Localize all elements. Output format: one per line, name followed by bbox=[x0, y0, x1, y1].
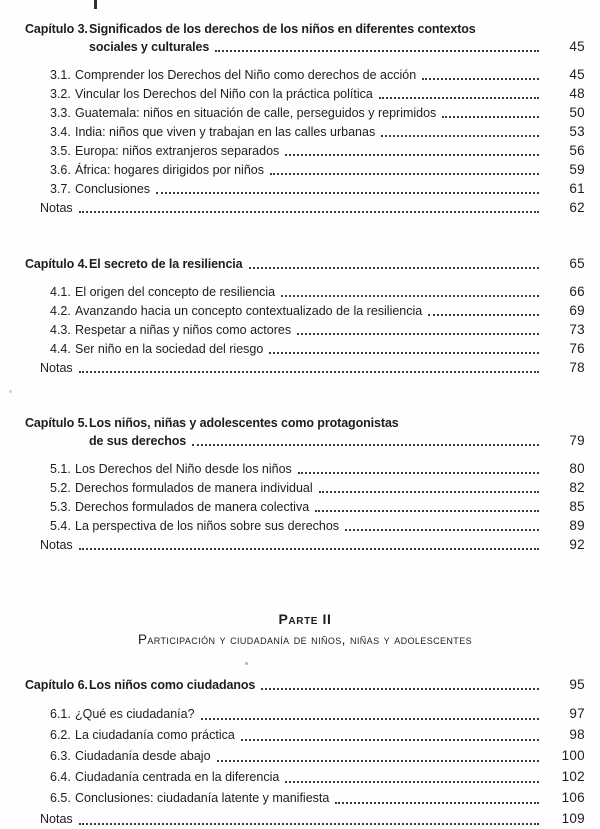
page-number: 65 bbox=[569, 256, 585, 271]
chapter-5-section bbox=[25, 415, 585, 554]
dot-leader bbox=[269, 352, 539, 354]
page-number: 66 bbox=[569, 284, 585, 299]
toc-entry bbox=[50, 725, 585, 745]
dot-leader bbox=[79, 371, 539, 373]
entry-number: 5.3. bbox=[50, 500, 71, 514]
page-number: 76 bbox=[569, 341, 585, 356]
dot-leader bbox=[79, 211, 539, 213]
dot-leader bbox=[215, 50, 539, 52]
entry-title: Ciudadanía centrada en la diferencia bbox=[75, 770, 280, 784]
dot-leader bbox=[79, 823, 539, 825]
toc-entry bbox=[50, 302, 585, 320]
dot-leader bbox=[381, 135, 539, 137]
page-number: 85 bbox=[569, 499, 585, 514]
entry-title: Ser niño en la sociedad del riesgo bbox=[75, 342, 264, 356]
toc-entry bbox=[50, 704, 585, 724]
dot-leader bbox=[422, 78, 539, 80]
entry-number: 3.6. bbox=[50, 163, 71, 177]
toc-entry bbox=[50, 123, 585, 141]
entry-title: Derechos formulados de manera colectiva bbox=[75, 500, 310, 514]
toc-entry-notes bbox=[40, 536, 585, 554]
chapter-title: Los niños como ciudadanos bbox=[89, 678, 256, 692]
page-number: 45 bbox=[569, 67, 585, 82]
chapter-3-heading-line-2 bbox=[25, 38, 585, 56]
page-number: 89 bbox=[569, 518, 585, 533]
toc-entry bbox=[50, 66, 585, 84]
page-number: 80 bbox=[569, 461, 585, 476]
toc-entry bbox=[50, 498, 585, 516]
page-number: 78 bbox=[569, 360, 585, 375]
toc-entry bbox=[50, 142, 585, 160]
entry-title: Conclusiones: ciudadanía latente y manifiesta bbox=[75, 791, 330, 805]
entry-number: 3.1. bbox=[50, 68, 71, 82]
chapter-title-continuation: de sus derechos bbox=[89, 434, 187, 448]
dot-leader bbox=[319, 491, 539, 493]
entry-number: 3.7. bbox=[50, 182, 71, 196]
chapter-title: Los niños, niñas y adolescentes como protagonistas bbox=[89, 416, 399, 430]
notes-label: Notas bbox=[40, 812, 73, 826]
page-number: 95 bbox=[569, 677, 585, 692]
page-number: 69 bbox=[569, 303, 585, 318]
entry-title: Conclusiones bbox=[75, 182, 151, 196]
entry-title: África: hogares dirigidos por niños bbox=[75, 163, 264, 177]
toc-entry bbox=[50, 321, 585, 339]
dot-leader bbox=[285, 781, 539, 783]
dot-leader bbox=[192, 444, 539, 446]
entry-number: 6.1. bbox=[50, 707, 71, 721]
page-number: 98 bbox=[569, 727, 585, 742]
dot-leader bbox=[270, 173, 539, 175]
entry-title: Vincular los Derechos del Niño con la práctica política bbox=[75, 87, 373, 101]
entry-number: 4.4. bbox=[50, 342, 71, 356]
toc-entry bbox=[50, 746, 585, 766]
page-number: 100 bbox=[561, 748, 585, 763]
part-title: Parte II bbox=[278, 611, 332, 627]
entry-number: 3.5. bbox=[50, 144, 71, 158]
chapter-3-entries bbox=[25, 66, 585, 217]
chapter-4-entries bbox=[25, 283, 585, 377]
toc-entry bbox=[50, 161, 585, 179]
toc-entry bbox=[50, 460, 585, 478]
entry-title: India: niños que viven y trabajan en las calles urbanas bbox=[75, 125, 376, 139]
dot-leader bbox=[217, 760, 539, 762]
chapter-6-entries bbox=[25, 704, 585, 829]
page-number: 50 bbox=[569, 105, 585, 120]
entry-number: 3.4. bbox=[50, 125, 71, 139]
page-number: 48 bbox=[569, 86, 585, 101]
toc-entry bbox=[50, 517, 585, 535]
scan-artifact bbox=[9, 390, 12, 393]
chapter-5-heading-line-2 bbox=[25, 432, 585, 450]
page-number: 56 bbox=[569, 143, 585, 158]
entry-number: 5.4. bbox=[50, 519, 71, 533]
chapter-6-section bbox=[25, 676, 585, 829]
entry-number: 6.3. bbox=[50, 749, 71, 763]
toc-entry bbox=[50, 180, 585, 198]
entry-title: Derechos formulados de manera individual bbox=[75, 481, 313, 495]
chapter-label: Capítulo 4. bbox=[25, 257, 88, 271]
dot-leader bbox=[201, 718, 539, 720]
entry-number: 4.1. bbox=[50, 285, 71, 299]
entry-number: 4.3. bbox=[50, 323, 71, 337]
toc-entry bbox=[50, 479, 585, 497]
page-number: 45 bbox=[569, 39, 585, 54]
chapter-label: Capítulo 3. bbox=[25, 22, 88, 36]
part-divider bbox=[25, 610, 585, 648]
entry-number: 5.2. bbox=[50, 481, 71, 495]
entry-number: 5.1. bbox=[50, 462, 71, 476]
dot-leader bbox=[442, 116, 539, 118]
notes-label: Notas bbox=[40, 361, 73, 375]
toc-entry-notes bbox=[40, 809, 585, 829]
chapter-title: El secreto de la resiliencia bbox=[89, 257, 243, 271]
entry-number: 6.2. bbox=[50, 728, 71, 742]
dot-leader bbox=[315, 510, 539, 512]
dot-leader bbox=[79, 548, 539, 550]
dot-leader bbox=[249, 267, 539, 269]
page-number: 109 bbox=[561, 811, 585, 826]
chapter-4-section bbox=[25, 255, 585, 377]
toc-entry bbox=[50, 767, 585, 787]
entry-title: Guatemala: niños en situación de calle, perseguidos y reprimidos bbox=[75, 106, 437, 120]
entry-number: 3.3. bbox=[50, 106, 71, 120]
toc-entry-notes bbox=[40, 359, 585, 377]
page-number: 92 bbox=[569, 537, 585, 552]
entry-title: Avanzando hacia un concepto contextualizado de la resiliencia bbox=[75, 304, 423, 318]
dot-leader bbox=[297, 333, 539, 335]
entry-title: Los Derechos del Niño desde los niños bbox=[75, 462, 292, 476]
page-number: 53 bbox=[569, 124, 585, 139]
entry-title: La perspectiva de los niños sobre sus derechos bbox=[75, 519, 340, 533]
dot-leader bbox=[379, 97, 539, 99]
page-number: 62 bbox=[569, 200, 585, 215]
notes-label: Notas bbox=[40, 538, 73, 552]
chapter-title-continuation: sociales y culturales bbox=[89, 40, 210, 54]
page-number: 82 bbox=[569, 480, 585, 495]
page-number: 79 bbox=[569, 433, 585, 448]
entry-title: Comprender los Derechos del Niño como derechos de acción bbox=[75, 68, 417, 82]
dot-leader bbox=[345, 529, 539, 531]
toc-entry-notes bbox=[40, 199, 585, 217]
entry-number: 6.4. bbox=[50, 770, 71, 784]
page-number: 61 bbox=[569, 181, 585, 196]
dot-leader bbox=[261, 688, 539, 690]
entry-number: 3.2. bbox=[50, 87, 71, 101]
chapter-3-section bbox=[25, 21, 585, 217]
toc-entry bbox=[50, 340, 585, 358]
chapter-5-heading-line-1 bbox=[25, 415, 585, 432]
chapter-title: Significados de los derechos de los niños en diferentes contextos bbox=[89, 22, 476, 36]
page-number: 73 bbox=[569, 322, 585, 337]
toc-entry bbox=[50, 283, 585, 301]
dot-leader bbox=[241, 739, 539, 741]
dot-leader bbox=[281, 295, 539, 297]
page-number: 106 bbox=[561, 790, 585, 805]
chapter-4-heading bbox=[25, 255, 585, 273]
entry-title: Europa: niños extranjeros separados bbox=[75, 144, 280, 158]
dot-leader bbox=[156, 192, 539, 194]
part-subtitle: Participación y ciudadanía de niños, niñas y adolescentes bbox=[137, 632, 473, 647]
entry-number: 4.2. bbox=[50, 304, 71, 318]
scan-artifact bbox=[94, 0, 97, 9]
toc-entry bbox=[50, 104, 585, 122]
chapter-6-heading bbox=[25, 676, 585, 694]
entry-title: ¿Qué es ciudadanía? bbox=[75, 707, 195, 721]
entry-title: La ciudadanía como práctica bbox=[75, 728, 235, 742]
chapter-label: Capítulo 6. bbox=[25, 678, 88, 692]
notes-label: Notas bbox=[40, 201, 73, 215]
entry-number: 6.5. bbox=[50, 791, 71, 805]
toc-entry bbox=[50, 85, 585, 103]
chapter-3-heading-line-1 bbox=[25, 21, 585, 38]
entry-title: El origen del concepto de resiliencia bbox=[75, 285, 276, 299]
entry-title: Respetar a niñas y niños como actores bbox=[75, 323, 292, 337]
dot-leader bbox=[298, 472, 539, 474]
entry-title: Ciudadanía desde abajo bbox=[75, 749, 211, 763]
dot-leader bbox=[335, 802, 539, 804]
chapter-label: Capítulo 5. bbox=[25, 416, 88, 430]
page-number: 97 bbox=[569, 706, 585, 721]
chapter-5-entries bbox=[25, 460, 585, 554]
dot-leader bbox=[285, 154, 539, 156]
dot-leader bbox=[428, 314, 539, 316]
toc-entry bbox=[50, 788, 585, 808]
page-number: 59 bbox=[569, 162, 585, 177]
page-number: 102 bbox=[561, 769, 585, 784]
toc-content bbox=[25, 21, 585, 829]
